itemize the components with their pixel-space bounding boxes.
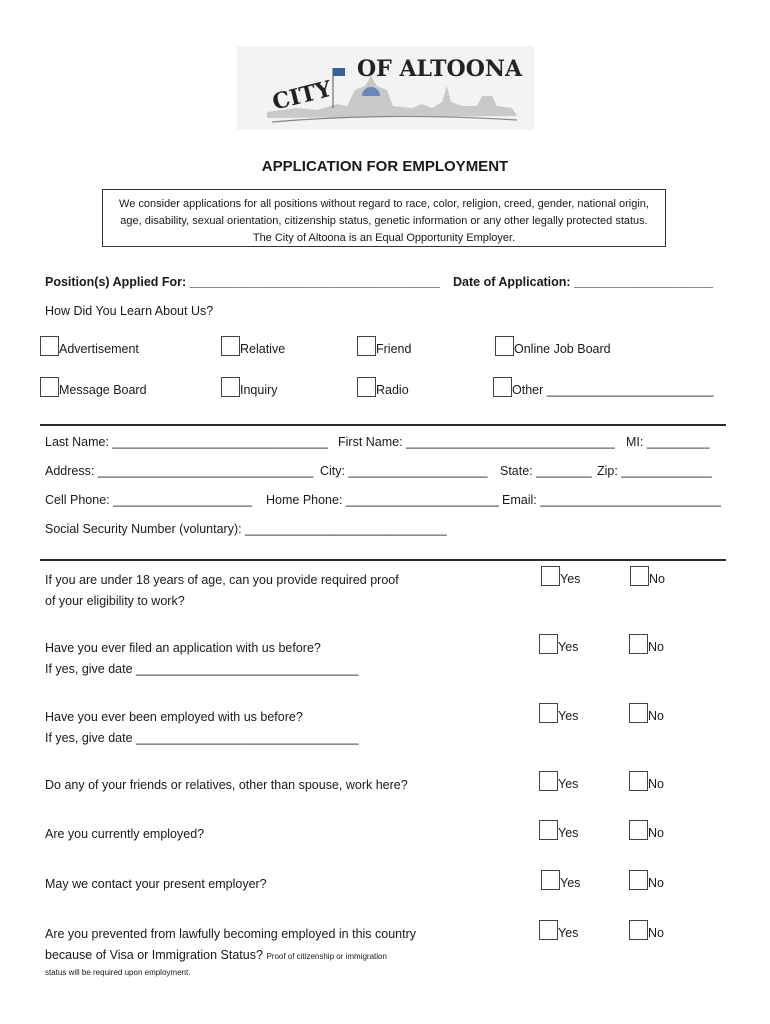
section-divider-2 [40, 559, 726, 561]
source-relative[interactable] [221, 336, 285, 356]
employed-before-no-checkbox[interactable] [629, 703, 648, 723]
section-divider [40, 424, 726, 426]
yes-label: Yes [560, 572, 581, 586]
mi-field[interactable]: MI: _________ [626, 435, 710, 449]
relative-checkbox[interactable] [221, 336, 240, 356]
address-field[interactable]: Address: _______________________________ [45, 464, 314, 478]
learn-heading: How Did You Learn About Us? [45, 304, 214, 318]
relatives-no-checkbox[interactable] [629, 771, 648, 791]
yes-label: Yes [558, 826, 579, 840]
question-filed-before [45, 638, 495, 680]
email-field[interactable]: Email: __________________________ [502, 493, 721, 507]
date-label: Date of Application: [453, 275, 571, 289]
source-advertisement[interactable] [40, 336, 139, 356]
contact-employer-no[interactable] [629, 870, 664, 890]
cell-phone-field[interactable]: Cell Phone: ____________________ [45, 493, 253, 507]
filed-yes-checkbox[interactable] [539, 634, 558, 654]
question-currently-employed: Are you currently employed? [45, 827, 205, 841]
inquiry-label: Inquiry [240, 383, 278, 397]
currently-employed-yes-checkbox[interactable] [539, 820, 558, 840]
eligibility-no-checkbox[interactable] [630, 566, 649, 586]
visa-no[interactable] [629, 920, 664, 940]
eligibility-yes[interactable] [541, 566, 580, 586]
other-label: Other ________________________ [512, 383, 714, 397]
other-checkbox[interactable] [493, 377, 512, 397]
currently-employed-no[interactable] [629, 820, 664, 840]
question-visa-line2 [45, 945, 525, 967]
friend-checkbox[interactable] [357, 336, 376, 356]
question-visa-note-line2: status will be required upon employment. [45, 968, 191, 977]
relatives-yes[interactable] [539, 771, 578, 791]
logo-text-right: OF ALTOONA [357, 56, 523, 82]
filed-yes[interactable] [539, 634, 578, 654]
first-name-field[interactable]: First Name: ______________________________ [338, 435, 615, 449]
no-label: No [648, 926, 664, 940]
yes-label: Yes [560, 876, 581, 890]
eligibility-no[interactable] [630, 566, 665, 586]
visa-yes-checkbox[interactable] [539, 920, 558, 940]
logo-text-left: CITY [269, 75, 335, 116]
no-label: No [648, 709, 664, 723]
zip-field[interactable]: Zip: _____________ [597, 464, 712, 478]
source-other[interactable] [493, 377, 714, 397]
question-visa-note: Proof of citizenship or immigration [266, 952, 387, 961]
question-relatives: Do any of your friends or relatives, other than spouse, work here? [45, 778, 408, 792]
message-board-label: Message Board [59, 383, 147, 397]
position-label: Position(s) Applied For: [45, 275, 187, 289]
source-message-board[interactable] [40, 377, 147, 397]
ssn-field[interactable]: Social Security Number (voluntary): _____________________________ [45, 522, 447, 536]
no-label: No [649, 572, 665, 586]
contact-employer-no-checkbox[interactable] [629, 870, 648, 890]
online-checkbox[interactable] [495, 336, 514, 356]
question-filed-before-line2[interactable]: If yes, give date ________________________________ [45, 662, 359, 676]
question-visa-line2-text: because of Visa or Immigration Status? [45, 948, 263, 962]
employed-before-yes[interactable] [539, 703, 578, 723]
question-eligibility-line1: If you are under 18 years of age, can you provide required proof [45, 573, 399, 587]
question-employed-before-line1: Have you ever been employed with us before? [45, 710, 303, 724]
inquiry-checkbox[interactable] [221, 377, 240, 397]
position-line: ____________________________________ [189, 275, 440, 289]
home-phone-field[interactable]: Home Phone: ______________________ [266, 493, 499, 507]
yes-label: Yes [558, 640, 579, 654]
question-visa-line1: Are you prevented from lawfully becoming employed in this country [45, 927, 417, 941]
contact-employer-yes-checkbox[interactable] [541, 870, 560, 890]
question-eligibility [45, 570, 495, 612]
friend-label: Friend [376, 342, 412, 356]
city-field[interactable]: City: ____________________ [320, 464, 488, 478]
radio-label: Radio [376, 383, 409, 397]
question-contact-employer: May we contact your present employer? [45, 877, 267, 891]
source-friend[interactable] [357, 336, 411, 356]
relatives-no[interactable] [629, 771, 664, 791]
question-filed-before-line1: Have you ever filed an application with us before? [45, 641, 321, 655]
position-field[interactable] [45, 275, 440, 289]
last-name-field[interactable]: Last Name: _______________________________ [45, 435, 328, 449]
filed-no-checkbox[interactable] [629, 634, 648, 654]
employed-before-no[interactable] [629, 703, 664, 723]
date-field[interactable] [453, 275, 713, 289]
advertisement-label: Advertisement [59, 342, 139, 356]
no-label: No [648, 826, 664, 840]
yes-label: Yes [558, 777, 579, 791]
eeo-notice: We consider applications for all positions without regard to race, color, religion, creed, gender, national origin, age, disability, sexual orientation, citizenship status, genetic information or any other legally protected status. The City of Altoona is an Equal Opportunity Employer. [102, 189, 666, 247]
currently-employed-yes[interactable] [539, 820, 578, 840]
state-field[interactable]: State: ________ [500, 464, 592, 478]
city-logo-graphic [237, 46, 534, 130]
visa-no-checkbox[interactable] [629, 920, 648, 940]
no-label: No [648, 876, 664, 890]
page-title: APPLICATION FOR EMPLOYMENT [261, 158, 509, 175]
source-inquiry[interactable] [221, 377, 278, 397]
question-visa [45, 924, 525, 979]
contact-employer-yes[interactable] [541, 870, 580, 890]
visa-yes[interactable] [539, 920, 578, 940]
employed-before-yes-checkbox[interactable] [539, 703, 558, 723]
advertisement-checkbox[interactable] [40, 336, 59, 356]
no-label: No [648, 777, 664, 791]
source-radio[interactable] [357, 377, 409, 397]
online-label: Online Job Board [514, 342, 611, 356]
message-board-checkbox[interactable] [40, 377, 59, 397]
eligibility-yes-checkbox[interactable] [541, 566, 560, 586]
source-online[interactable] [495, 336, 611, 356]
currently-employed-no-checkbox[interactable] [629, 820, 648, 840]
relatives-yes-checkbox[interactable] [539, 771, 558, 791]
filed-no[interactable] [629, 634, 664, 654]
yes-label: Yes [558, 709, 579, 723]
question-employed-before [45, 707, 495, 749]
date-line: ____________________ [574, 275, 714, 289]
city-logo [237, 46, 534, 130]
radio-checkbox[interactable] [357, 377, 376, 397]
no-label: No [648, 640, 664, 654]
question-employed-before-line2[interactable]: If yes, give date ________________________________ [45, 731, 359, 745]
relative-label: Relative [240, 342, 286, 356]
yes-label: Yes [558, 926, 579, 940]
question-eligibility-line2: of your eligibility to work? [45, 594, 185, 608]
